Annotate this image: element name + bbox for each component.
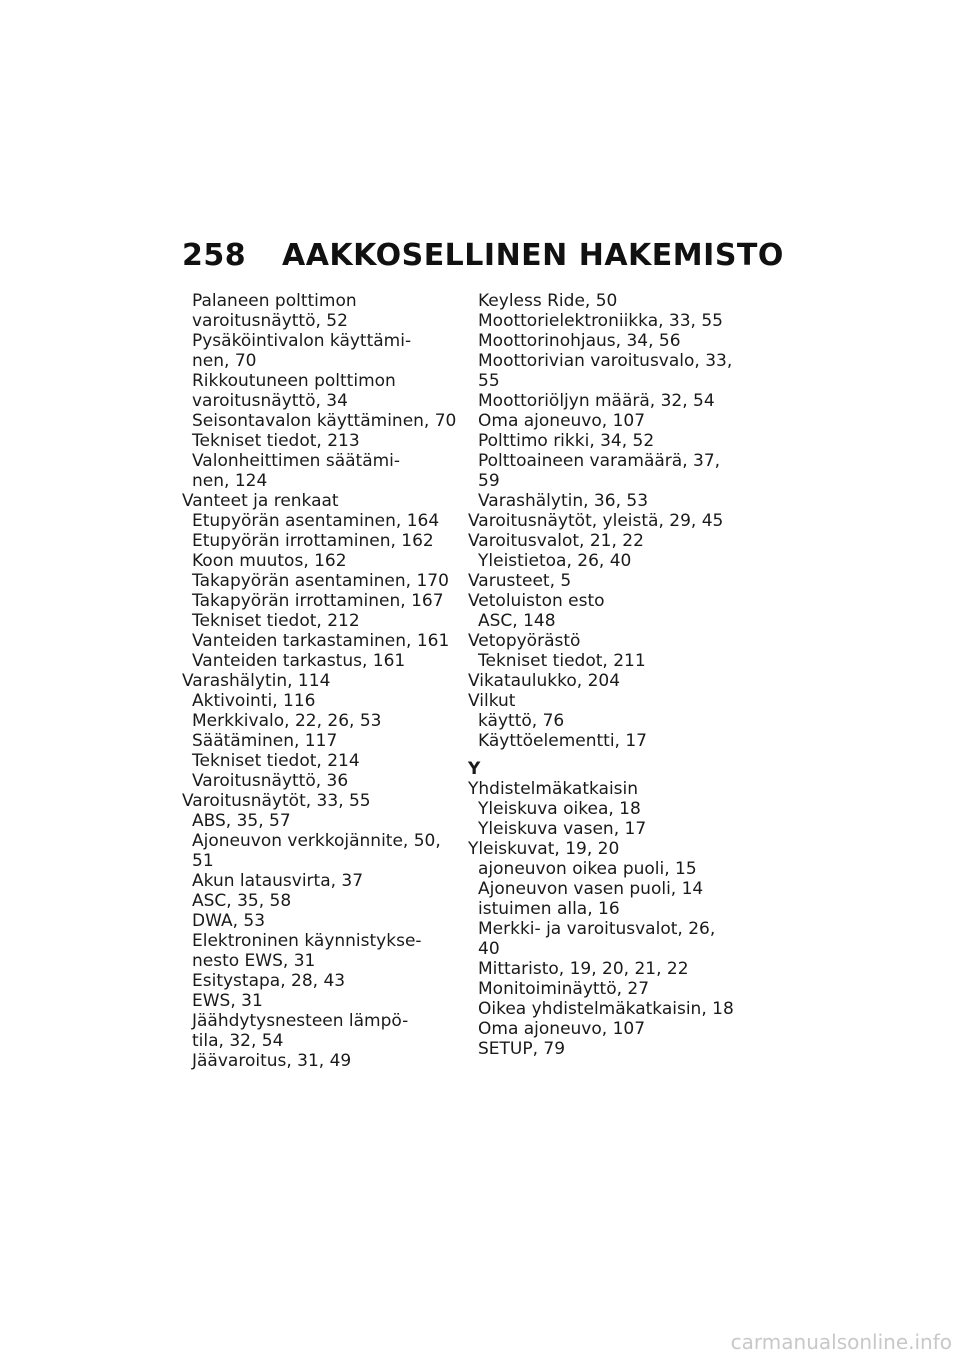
index-subentry: nesto EWS, 31 — [192, 951, 316, 971]
index-entry: Vanteet ja renkaat — [182, 491, 339, 511]
index-subentry: Moottorivian varoitusvalo, 33, — [478, 351, 733, 371]
index-subentry: 51 — [192, 851, 214, 871]
index-subentry: DWA, 53 — [192, 911, 266, 931]
index-column-left — [182, 291, 472, 1071]
index-entry: Yhdistelmäkatkaisin — [468, 779, 639, 799]
index-subentry: Palaneen polttimon — [192, 291, 357, 311]
index-subentry: Rikkoutuneen polttimon — [192, 371, 396, 391]
index-subentry: Polttimo rikki, 34, 52 — [478, 431, 655, 451]
index-entry: Yleiskuvat, 19, 20 — [468, 839, 620, 859]
index-subentry: Esitystapa, 28, 43 — [192, 971, 346, 991]
index-subentry: Mittaristo, 19, 20, 21, 22 — [478, 959, 689, 979]
index-subentry: EWS, 31 — [192, 991, 263, 1011]
index-subentry: Oma ajoneuvo, 107 — [478, 1019, 646, 1039]
index-subentry: ajoneuvon oikea puoli, 15 — [478, 859, 697, 879]
index-entry: Vilkut — [468, 691, 516, 711]
index-subentry: 55 — [478, 371, 500, 391]
index-subentry: Oikea yhdistelmäkatkaisin, 18 — [478, 999, 734, 1019]
index-subentry: Jäähdytysnesteen lämpö- — [192, 1011, 409, 1031]
index-subentry: ABS, 35, 57 — [192, 811, 291, 831]
index-subentry: Varoitusnäyttö, 36 — [192, 771, 349, 791]
index-subentry: Valonheittimen säätämi- — [192, 451, 401, 471]
index-subentry: Tekniset tiedot, 212 — [192, 611, 360, 631]
index-subentry: Takapyörän asentaminen, 170 — [192, 571, 449, 591]
index-subentry: Etupyörän irrottaminen, 162 — [192, 531, 434, 551]
index-subentry: Yleiskuva oikea, 18 — [478, 799, 641, 819]
watermark: carmanualsonline.info — [730, 1330, 952, 1354]
index-subentry: Merkki- ja varoitusvalot, 26, — [478, 919, 716, 939]
index-entry: Varashälytin, 114 — [182, 671, 331, 691]
index-subentry: istuimen alla, 16 — [478, 899, 620, 919]
index-subentry: ASC, 148 — [478, 611, 556, 631]
index-subentry: Vanteiden tarkastus, 161 — [192, 651, 406, 671]
index-subentry: Etupyörän asentaminen, 164 — [192, 511, 440, 531]
index-subentry: ASC, 35, 58 — [192, 891, 292, 911]
page-number: 258 — [182, 238, 247, 273]
index-entry: Varoitusnäytöt, yleistä, 29, 45 — [468, 511, 724, 531]
index-subentry: Vanteiden tarkastaminen, 161 — [192, 631, 450, 651]
index-subentry: varoitusnäyttö, 34 — [192, 391, 348, 411]
index-entry: Varoitusnäytöt, 33, 55 — [182, 791, 371, 811]
index-subentry: 40 — [478, 939, 500, 959]
index-subentry: Takapyörän irrottaminen, 167 — [192, 591, 444, 611]
index-subentry: tila, 32, 54 — [192, 1031, 284, 1051]
index-subentry: Ajoneuvon verkkojännite, 50, — [192, 831, 441, 851]
index-subentry: Käyttöelementti, 17 — [478, 731, 647, 751]
index-subentry: Akun latausvirta, 37 — [192, 871, 364, 891]
index-subentry: Pysäköintivalon käyttämi- — [192, 331, 412, 351]
index-subentry: Merkkivalo, 22, 26, 53 — [192, 711, 382, 731]
index-subentry: Moottorielektroniikka, 33, 55 — [478, 311, 723, 331]
index-entry: Varusteet, 5 — [468, 571, 572, 591]
index-subentry: Jäävaroitus, 31, 49 — [192, 1051, 352, 1071]
page-header — [182, 238, 784, 278]
index-subentry: nen, 124 — [192, 471, 268, 491]
index-subentry: Elektroninen käynnistykse- — [192, 931, 422, 951]
index-entry: Vikataulukko, 204 — [468, 671, 621, 691]
index-entry: Vetoluiston esto — [468, 591, 605, 611]
index-entry: Varoitusvalot, 21, 22 — [468, 531, 644, 551]
index-subentry: Seisontavalon käyttäminen, 70 — [192, 411, 457, 431]
index-subentry: Varashälytin, 36, 53 — [478, 491, 649, 511]
index-subentry: Tekniset tiedot, 211 — [478, 651, 646, 671]
index-subentry: SETUP, 79 — [478, 1039, 566, 1059]
index-subentry: Säätäminen, 117 — [192, 731, 338, 751]
index-subentry: Moottoriöljyn määrä, 32, 54 — [478, 391, 715, 411]
index-subentry: Yleiskuva vasen, 17 — [478, 819, 647, 839]
index-column-right — [468, 291, 758, 1059]
index-subentry: Monitoiminäyttö, 27 — [478, 979, 650, 999]
index-subentry: Yleistietoa, 26, 40 — [478, 551, 632, 571]
index-subentry: Tekniset tiedot, 213 — [192, 431, 360, 451]
index-subentry: käyttö, 76 — [478, 711, 565, 731]
index-subentry: Polttoaineen varamäärä, 37, — [478, 451, 721, 471]
index-subentry: Koon muutos, 162 — [192, 551, 347, 571]
index-subentry: Oma ajoneuvo, 107 — [478, 411, 646, 431]
index-subentry: Aktivointi, 116 — [192, 691, 316, 711]
index-subentry: Keyless Ride, 50 — [478, 291, 618, 311]
page-title: AAKKOSELLINEN HAKEMISTO — [282, 238, 784, 273]
index-entry: Vetopyörästö — [468, 631, 581, 651]
index-subentry: 59 — [478, 471, 500, 491]
index-subentry: Ajoneuvon vasen puoli, 14 — [478, 879, 704, 899]
index-subentry: Tekniset tiedot, 214 — [192, 751, 360, 771]
index-letter-heading: Y — [468, 759, 481, 779]
index-subentry: nen, 70 — [192, 351, 257, 371]
index-subentry: Moottorinohjaus, 34, 56 — [478, 331, 681, 351]
index-subentry: varoitusnäyttö, 52 — [192, 311, 348, 331]
